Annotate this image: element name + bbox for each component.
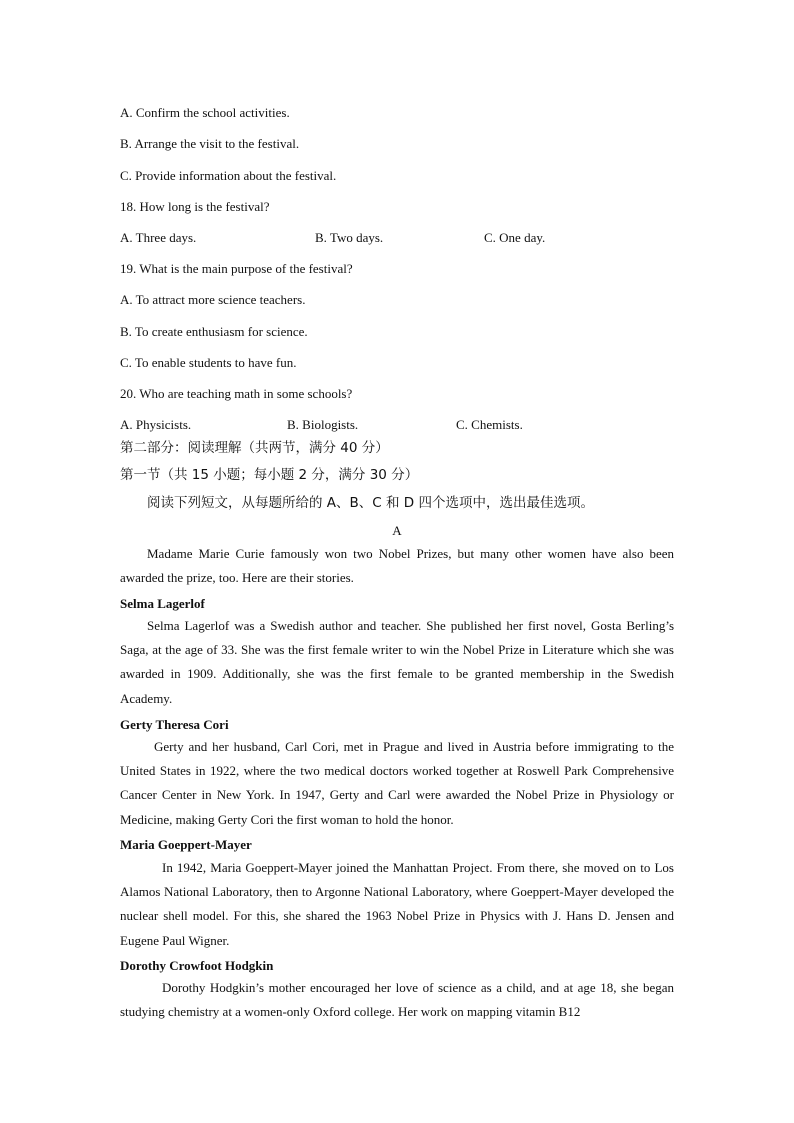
q18-option-c: C. One day. (484, 230, 546, 245)
passage-letter: A (392, 523, 402, 538)
q18-option-b: B. Two days. (315, 230, 384, 245)
section-title: 第一节（共 15 小题；每小题 2 分，满分 30 分） (120, 467, 419, 483)
entry-name: Maria Goeppert-Mayer (120, 837, 252, 852)
q19-option-a: A. To attract more science teachers. (120, 292, 306, 307)
q20-option-b: B. Biologists. (287, 417, 359, 432)
q19-option-b: B. To create enthusiasm for science. (120, 324, 308, 339)
part-title: 第二部分：阅读理解（共两节，满分 40 分） (120, 440, 389, 456)
q17-option-a: A. Confirm the school activities. (120, 105, 290, 120)
q17-option-c: C. Provide information about the festival. (120, 168, 337, 183)
entry-name: Selma Lagerlof (120, 596, 205, 611)
reading-instruction: 阅读下列短文，从每题所给的 A、B、C 和 D 四个选项中，选出最佳选项。 (147, 495, 594, 511)
q18-question: 18. How long is the festival? (120, 199, 270, 214)
entry-text: In 1942, Maria Goeppert-Mayer joined the Manhattan Project. From there, she moved on to Los Alamos National Laboratory, then to Argonne National Laboratory, where Goeppert-Mayer developed the nuclear shell model. For this, she shared the 1963 Nobel Prize in Physics with J. Hans D. Jensen and Eugene Paul Wigner. (120, 860, 674, 948)
entry-text: Gerty and her husband, Carl Cori, met in Prague and lived in Austria before immigrating to the United States in 1922, where the two medical doctors worked together at Roswell Park Comprehensive Cancer Center in New York. In 1947, Gerty and Carl were awarded the Nobel Prize in Physiology or Medicine, making Gerty Cori the first woman to hold the honor. (120, 739, 674, 827)
q19-question: 19. What is the main purpose of the festival? (120, 261, 353, 276)
passage-intro: Madame Marie Curie famously won two Nobel Prizes, but many other women have also been awarded the prize, too. Here are their stories. (120, 546, 674, 586)
entry-text: Dorothy Hodgkin’s mother encouraged her love of science as a child, and at age 18, she began studying chemistry at a women-only Oxford college. Her work on mapping vitamin B12 (120, 980, 674, 1020)
q20-option-a: A. Physicists. (120, 417, 192, 432)
entry-name: Gerty Theresa Cori (120, 717, 229, 732)
q20-option-c: C. Chemists. (456, 417, 523, 432)
entry-name: Dorothy Crowfoot Hodgkin (120, 958, 274, 973)
q18-option-a: A. Three days. (120, 230, 197, 245)
q20-question: 20. Who are teaching math in some schools? (120, 386, 353, 401)
q19-option-c: C. To enable students to have fun. (120, 355, 297, 370)
q17-option-b: B. Arrange the visit to the festival. (120, 136, 300, 151)
entry-text: Selma Lagerlof was a Swedish author and teacher. She published her first novel, Gosta Berling’s Saga, at the age of 33. She was the first female writer to win the Nobel Prize in Literature which she was awarded in 1909. Additionally, she was the first female to be granted membership in the Swedish Academy. (120, 618, 674, 706)
